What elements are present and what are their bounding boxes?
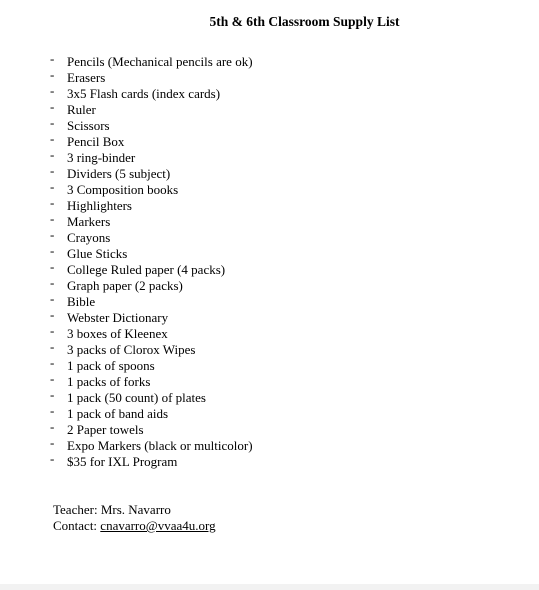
list-item-text: Graph paper (2 packs): [67, 278, 183, 293]
list-item-text: College Ruled paper (4 packs): [67, 262, 226, 277]
list-item: [50, 387, 253, 406]
bullet-dash: -: [50, 275, 55, 290]
list-item: [50, 339, 253, 358]
list-item-text: 3 packs of Clorox Wipes: [67, 342, 196, 357]
bullet-dash: -: [50, 195, 55, 210]
list-item-text: 3 Composition books: [67, 182, 179, 197]
list-item-text: 1 packs of forks: [67, 374, 151, 389]
list-item-text: Expo Markers (black or multicolor): [67, 438, 253, 453]
list-item-text: 1 pack of band aids: [67, 406, 169, 421]
bullet-dash: -: [50, 419, 55, 434]
list-item-text: 1 pack of spoons: [67, 358, 155, 373]
list-item-text: Dividers (5 subject): [67, 166, 171, 181]
list-item-text: $35 for IXL Program: [67, 454, 178, 469]
list-item: [50, 291, 253, 310]
list-item: [50, 131, 253, 150]
bullet-dash: -: [50, 179, 55, 194]
list-item-text: Highlighters: [67, 198, 132, 213]
list-item: [50, 51, 253, 70]
bullet-dash: -: [50, 355, 55, 370]
bullet-dash: -: [50, 323, 55, 338]
list-item: [50, 243, 253, 262]
list-item-text: Pencils (Mechanical pencils are ok): [67, 54, 253, 69]
list-item: [50, 259, 253, 278]
list-item: [50, 179, 253, 198]
list-item-text: Scissors: [67, 118, 110, 133]
page-bottom-edge: [0, 584, 539, 590]
list-item: [50, 275, 253, 294]
bullet-dash: -: [50, 259, 55, 274]
list-item: [50, 99, 253, 118]
list-item: [50, 307, 253, 326]
bullet-dash: -: [50, 147, 55, 162]
bullet-dash: -: [50, 291, 55, 306]
list-item: [50, 67, 253, 86]
contact-label: Contact:: [53, 518, 98, 533]
list-item: [50, 115, 253, 134]
teacher-label: Teacher:: [53, 502, 98, 517]
list-item-text: Markers: [67, 214, 111, 229]
list-item: [50, 355, 253, 374]
page-title: 5th & 6th Classroom Supply List: [209, 14, 400, 29]
bullet-dash: -: [50, 163, 55, 178]
bullet-dash: -: [50, 387, 55, 402]
list-item: [50, 419, 253, 438]
bullet-dash: -: [50, 435, 55, 450]
teacher-line: [53, 502, 216, 518]
bullet-dash: -: [50, 211, 55, 226]
list-item: [50, 147, 253, 166]
list-item: [50, 211, 253, 230]
list-item-text: Bible: [67, 294, 96, 309]
list-item-text: 3 boxes of Kleenex: [67, 326, 168, 341]
contact-block: [53, 502, 216, 534]
list-item: [50, 195, 253, 214]
bullet-dash: -: [50, 243, 55, 258]
contact-line: [53, 518, 216, 534]
list-item: [50, 83, 253, 102]
contact-email-link[interactable]: cnavarro@vvaa4u.org: [100, 518, 216, 533]
list-item: [50, 371, 253, 390]
list-item-text: Webster Dictionary: [67, 310, 169, 325]
list-item-text: 3 ring-binder: [67, 150, 136, 165]
bullet-dash: -: [50, 83, 55, 98]
bullet-dash: -: [50, 227, 55, 242]
list-item: [50, 403, 253, 422]
bullet-dash: -: [50, 403, 55, 418]
list-item-text: 2 Paper towels: [67, 422, 144, 437]
bullet-dash: -: [50, 307, 55, 322]
list-item: [50, 451, 253, 470]
bullet-dash: -: [50, 67, 55, 82]
list-item: [50, 163, 253, 182]
list-item: [50, 323, 253, 342]
bullet-dash: -: [50, 451, 55, 466]
bullet-dash: -: [50, 131, 55, 146]
bullet-dash: -: [50, 115, 55, 130]
list-item-text: 1 pack (50 count) of plates: [67, 390, 206, 405]
list-item-text: Erasers: [67, 70, 106, 85]
list-item-text: Ruler: [67, 102, 96, 117]
bullet-dash: -: [50, 99, 55, 114]
list-item: [50, 435, 253, 454]
bullet-dash: -: [50, 339, 55, 354]
list-item-text: Glue Sticks: [67, 246, 128, 261]
list-item-text: Pencil Box: [67, 134, 125, 149]
list-item: [50, 227, 253, 246]
list-item-text: Crayons: [67, 230, 111, 245]
teacher-name: Mrs. Navarro: [100, 502, 171, 517]
bullet-dash: -: [50, 371, 55, 386]
bullet-dash: -: [50, 51, 55, 66]
supply-list: [50, 51, 253, 470]
list-item-text: 3x5 Flash cards (index cards): [67, 86, 221, 101]
